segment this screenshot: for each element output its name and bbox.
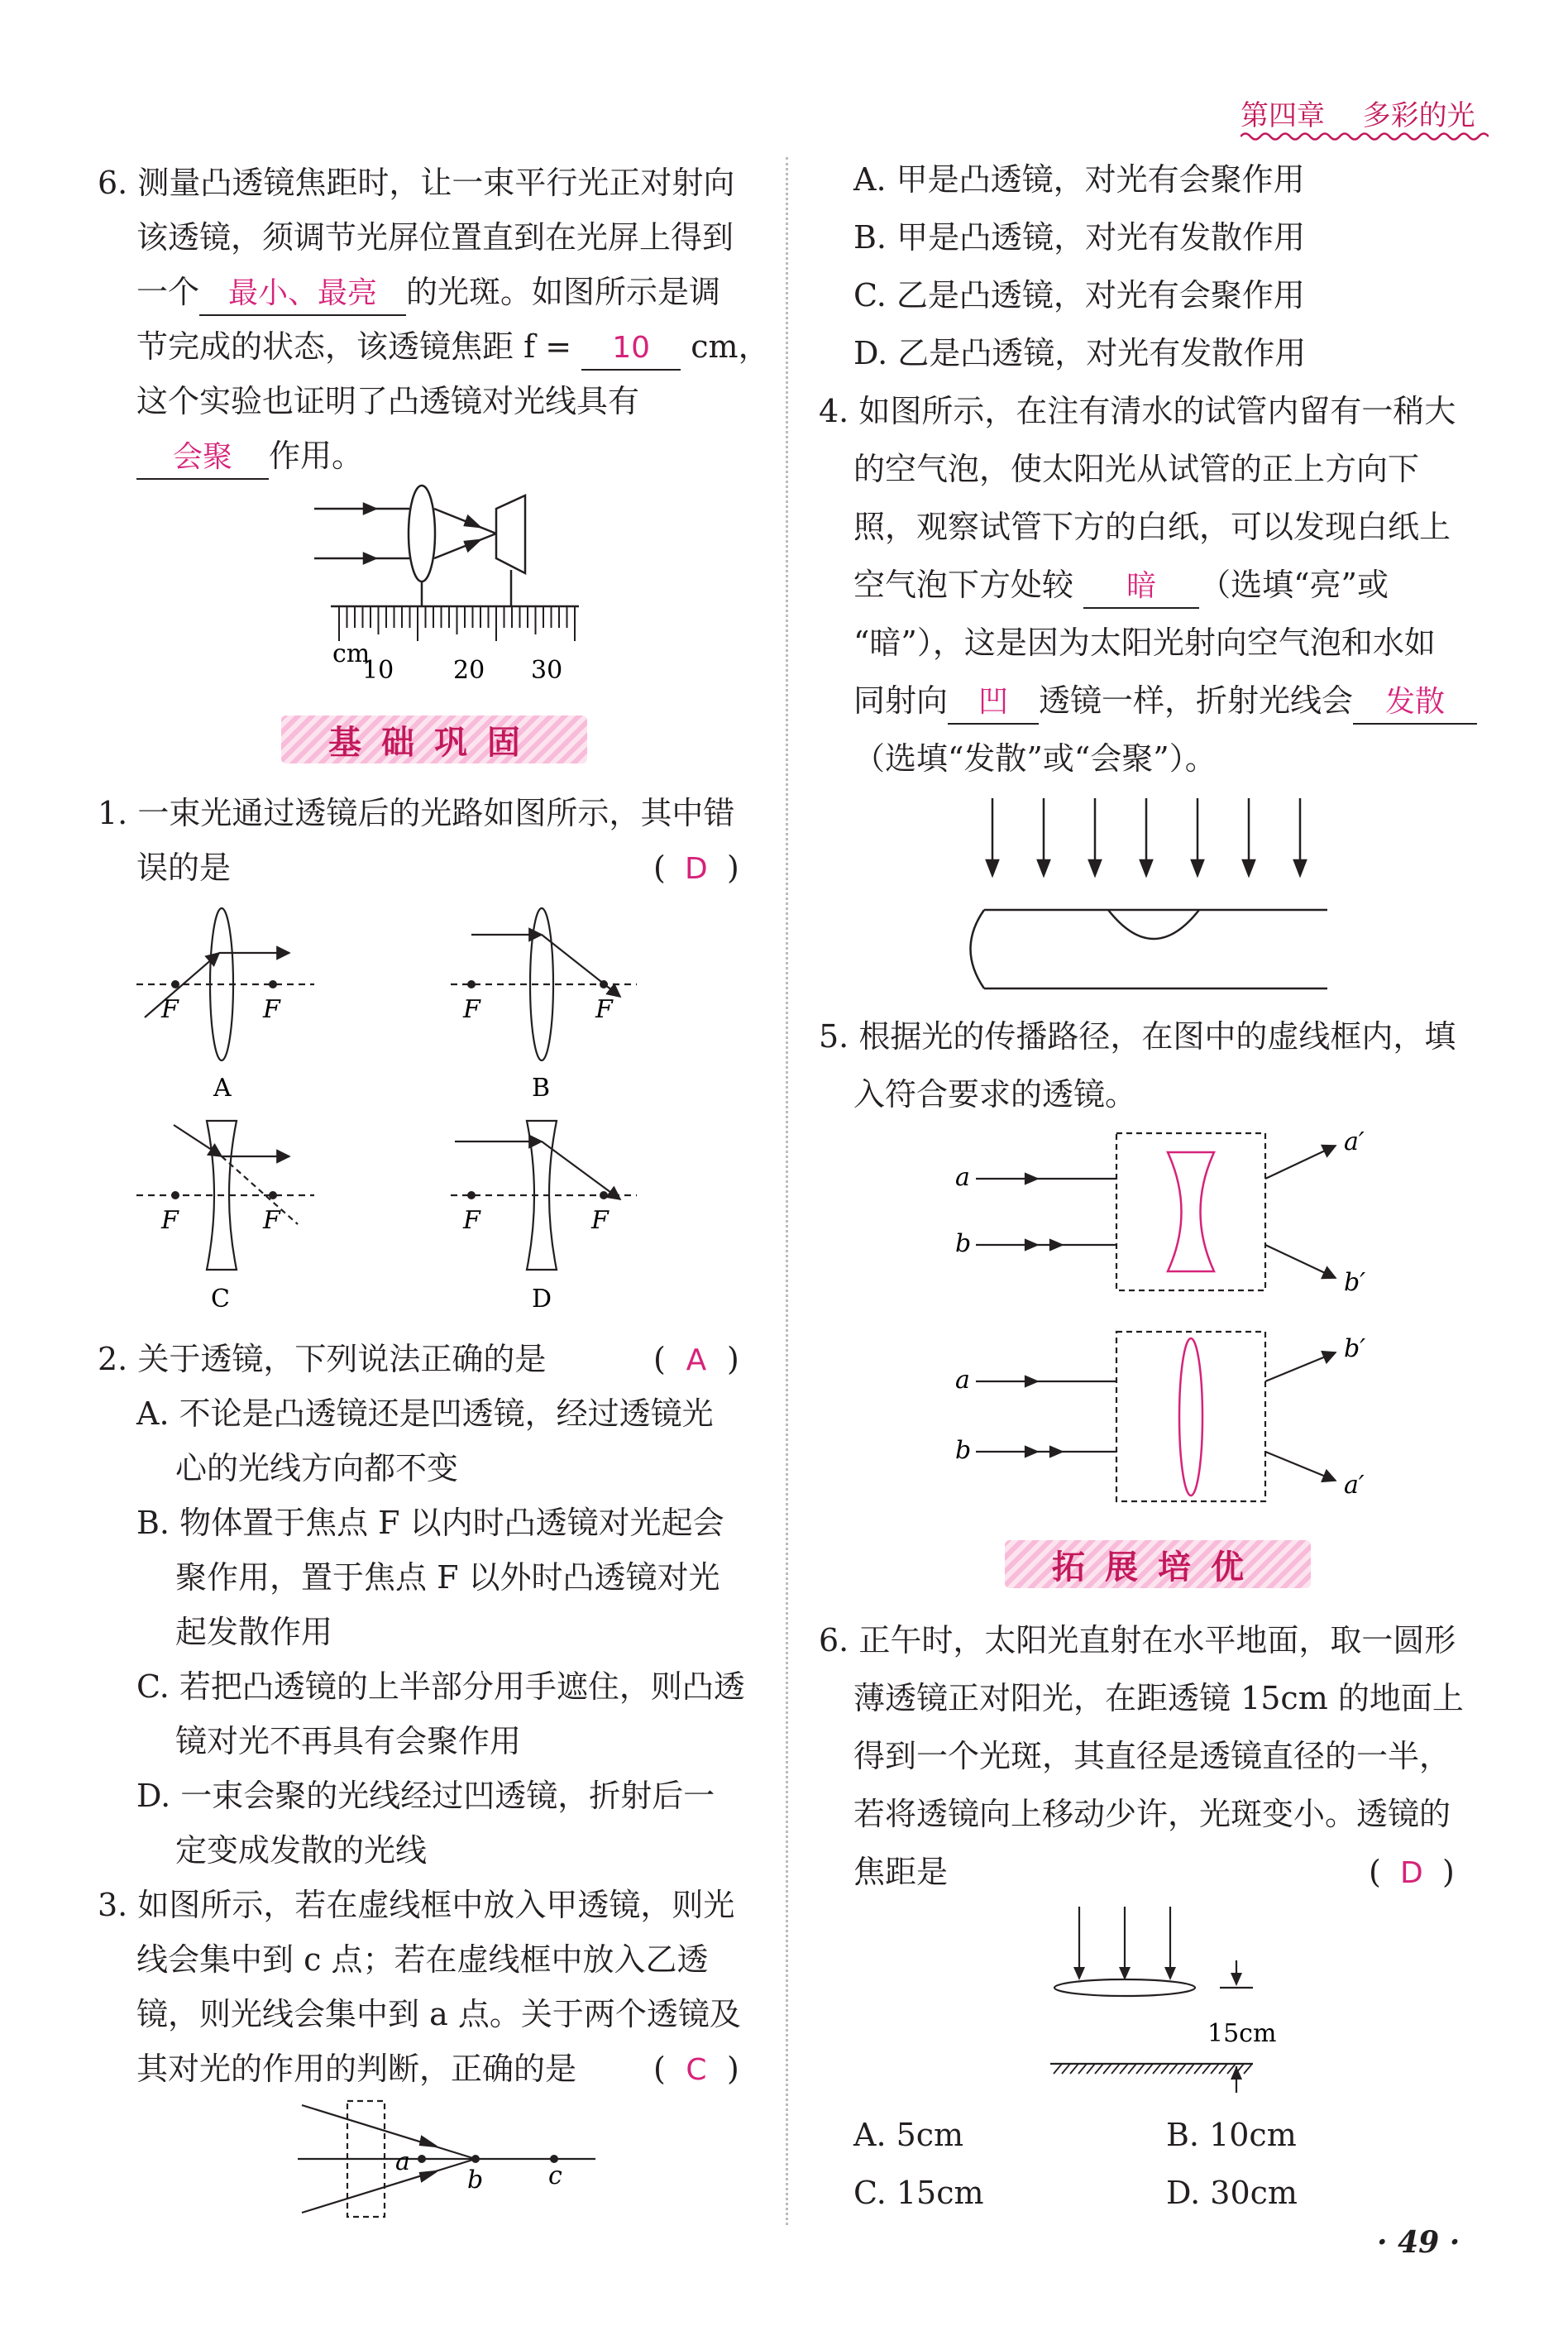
q1c-focus-right: F [263,1206,280,1235]
q1-label-a: A [213,1074,232,1103]
ground-hatch-line [1087,2064,1095,2074]
question-6-top-line-1: 6. 测量凸透镜焦距时，让一束平行光正对射向 [98,165,735,201]
question-3-line-4: 其对光的作用的判断，正确的是 [136,2051,577,2087]
q5-bottom-ray-b-prime: b′ [1344,1334,1366,1363]
question-5-line-2: 入符合要求的透镜。 [853,1076,1137,1113]
question-6-top-line-3: 一个 最小、最亮 的光斑。如图所示是调 [136,265,720,319]
q3-option-d: D. 乙是凸透镜，对光有发散作用 [853,335,1307,371]
question-6-top-line-6: 会聚 作用。 [136,428,363,483]
question-3-diagram [298,2097,604,2221]
q6-option-c: C. 15cm [853,2175,984,2211]
ruler-tick-20: 20 [453,656,485,685]
question-3-line-1: 3. 如图所示，若在虚线框中放入甲透镜，则光 [98,1887,735,1923]
ground-hatch-line [1111,2064,1120,2074]
question-1-line-2: 误的是 [136,850,232,886]
section-basic-consolidation: 基础巩固 [281,716,587,763]
question-4-line-5: “暗”），这是因为太阳光射向空气泡和水如 [853,625,1436,661]
sunlight-arrowhead [1140,860,1152,875]
question-6-line-2: 薄透镜正对阳光，在距透镜 15cm 的地面上 [853,1680,1464,1716]
q3-option-a: A. 甲是凸透镜，对光有会聚作用 [853,161,1305,198]
question-6-line-1: 6. 正午时，太阳光直射在水平地面，取一圆形 [819,1622,1456,1658]
chapter-title: 多彩的光 [1362,99,1475,132]
question-1-answer: D [685,852,708,886]
question-5-diagrams [951,1129,1381,1510]
question-6-answer-bracket: ( D ) [1369,1845,1455,1901]
ruler-tick-10: 10 [362,656,394,685]
question-4-line-1: 4. 如图所示，在注有清水的试管内留有一稍大 [819,393,1456,429]
q6-option-d: D. 30cm [1166,2175,1298,2211]
question-3-line-3: 镜，则光线会集中到 a 点。关于两个透镜及 [136,1996,741,2032]
column-divider [786,157,788,2225]
ground-hatch-line [1062,2064,1070,2074]
q1d-focus-right: F [591,1206,609,1235]
question-5-line-1: 5. 根据光的传播路径，在图中的虚线框内，填 [819,1018,1456,1055]
question-6-line-4: 若将透镜向上移动少许，光斑变小。透镜的 [853,1796,1451,1832]
ground-hatch-line [1120,2064,1128,2074]
q2-option-b-2: 聚作用，置于焦点 F 以外时凸透镜对光 [175,1559,720,1596]
ground-hatch-line [1219,2064,1227,2074]
ground-hatch-line [1244,2064,1252,2074]
q5-bottom-ray-a-prime: a′ [1344,1471,1365,1500]
question-6-top-line-4: 节完成的状态，该透镜焦距 f = 10 cm， [136,319,770,374]
ground-hatch-line [1103,2064,1111,2074]
question-2-answer: A [686,1343,707,1377]
ground-hatch-line [1202,2064,1211,2074]
q1a-focus-left: F [161,995,179,1024]
ground-hatch-line [1169,2064,1178,2074]
q2-option-a-2: 心的光线方向都不变 [175,1450,459,1486]
q5-bottom-ray-a: a [955,1366,970,1395]
ground-hatch-line [1128,2064,1136,2074]
q1-label-b: B [532,1074,551,1103]
q2-option-a-1: A. 不论是凸透镜还是凹透镜，经过透镜光 [136,1395,714,1432]
question-6-answer: D [1400,1856,1423,1890]
q3-point-a: a [395,2147,410,2176]
question-2-stem: 2. 关于透镜，下列说法正确的是 [98,1341,547,1377]
sunlight-arrowhead [1089,860,1101,875]
ruler-unit-label: cm [332,639,370,668]
q1-label-d: D [532,1285,552,1314]
question-4-line-7: （选填“发散”或“会聚”）。 [853,740,1217,777]
question-6-top-line-5: 这个实验也证明了凸透镜对光线具有 [136,383,640,419]
answer-focal-length: 10 [612,331,651,365]
question-6-line-3: 得到一个光斑，其直径是透镜直径的一半， [853,1738,1451,1774]
q6-option-a: A. 5cm [853,2117,964,2153]
q1-label-c: C [211,1285,230,1314]
ground-hatch-line [1186,2064,1194,2074]
q1d-focus-left: F [463,1206,480,1235]
q1c-focus-left: F [161,1206,179,1235]
sunlight-arrowhead [1038,860,1049,875]
drawn-convex-lens [1179,1338,1202,1496]
q3-point-c: c [548,2161,562,2190]
question-1-diagrams [124,902,662,1323]
q5-top-ray-b-prime: b′ [1344,1268,1366,1297]
q5-top-ray-a: a [955,1163,970,1192]
ground-hatch-line [1095,2064,1103,2074]
q3-point-b: b [467,2166,484,2194]
q2-option-c-1: C. 若把凸透镜的上半部分用手遮住，则凸透 [136,1668,745,1705]
q3-option-b: B. 甲是凸透镜，对光有发散作用 [853,219,1306,256]
section-extension: 拓展培优 [1005,1540,1311,1588]
page-number: · 49 · [1377,2225,1460,2260]
q1b-focus-left: F [463,995,480,1024]
answer-concave: 凹 [978,685,1009,719]
question-4-line-3: 照，观察试管下方的白纸，可以发现白纸上 [853,509,1451,545]
ground-hatch-line [1145,2064,1153,2074]
question-1-answer-bracket: ( D ) [653,840,739,897]
question-6-line-5: 焦距是 [853,1854,949,1890]
q1a-focus-right: F [263,995,280,1024]
ground-hatch-line [1211,2064,1219,2074]
ground-hatch-line [1054,2064,1062,2074]
answer-diverge: 发散 [1385,685,1446,719]
sunlight-arrowhead [1243,860,1255,875]
sun-lens-ground-figure [1042,1902,1323,2101]
test-tube-figure [963,794,1336,1001]
q5-top-ray-b: b [955,1229,972,1258]
ground-hatch-line [1153,2064,1161,2074]
question-4-line-6: 同射向 凹 透镜一样，折射光线会 发散 [853,673,1477,728]
q1b-focus-right: F [595,995,613,1024]
ground-hatch-line [1070,2064,1078,2074]
q6-option-b: B. 10cm [1166,2117,1297,2153]
q2-option-b-3: 起发散作用 [175,1614,333,1650]
question-1-line-1: 1. 一束光通过透镜后的光路如图所示，其中错 [98,795,735,831]
q5-top-ray-a-prime: a′ [1344,1129,1365,1156]
answer-smallest-brightest: 最小、最亮 [228,276,378,310]
ruler-tick-30: 30 [531,656,563,685]
question-4-line-2: 的空气泡，使太阳光从试管的正上方向下 [853,451,1420,487]
ground-hatch-line [1194,2064,1202,2074]
q3-option-c: C. 乙是凸透镜，对光有会聚作用 [853,277,1305,313]
sunlight-arrowhead [1192,860,1203,875]
answer-converging: 会聚 [172,440,232,474]
q2-option-c-2: 镜对光不再具有会聚作用 [175,1723,522,1759]
answer-dark: 暗 [1126,569,1157,603]
header-wave-underline [1241,131,1489,142]
question-3-answer: C [686,2053,707,2087]
sunlight-arrowhead [1294,860,1306,875]
distance-label-15cm: 15cm [1207,2019,1277,2048]
drawn-concave-lens [1168,1152,1214,1271]
q2-option-d-1: D. 一束会聚的光线经过凹透镜，折射后一 [136,1778,715,1814]
ground-hatch-line [1078,2064,1087,2074]
chapter-number: 第四章 [1241,99,1325,132]
q2-option-d-2: 定变成发散的光线 [175,1832,428,1869]
chapter-header [1241,93,1475,133]
question-4-line-4: 空气泡下方处较 暗 （选填“亮”或 [853,558,1389,612]
question-3-answer-bracket: ( C ) [653,2041,739,2098]
ground-hatch-line [1136,2064,1145,2074]
sunlight-arrowhead [987,860,998,875]
question-2-answer-bracket: ( A ) [653,1332,739,1388]
ground-hatch-line [1178,2064,1186,2074]
q5-bottom-ray-b: b [955,1436,972,1465]
question-6-top-line-2: 该透镜，须调节光屏位置直到在光屏上得到 [136,219,734,256]
q2-option-b-1: B. 物体置于焦点 F 以内时凸透镜对光起会 [136,1505,724,1541]
question-3-line-2: 线会集中到 c 点；若在虚线框中放入乙透 [136,1941,709,1978]
focal-length-setup-figure [306,484,595,699]
ground-hatch-line [1161,2064,1169,2074]
